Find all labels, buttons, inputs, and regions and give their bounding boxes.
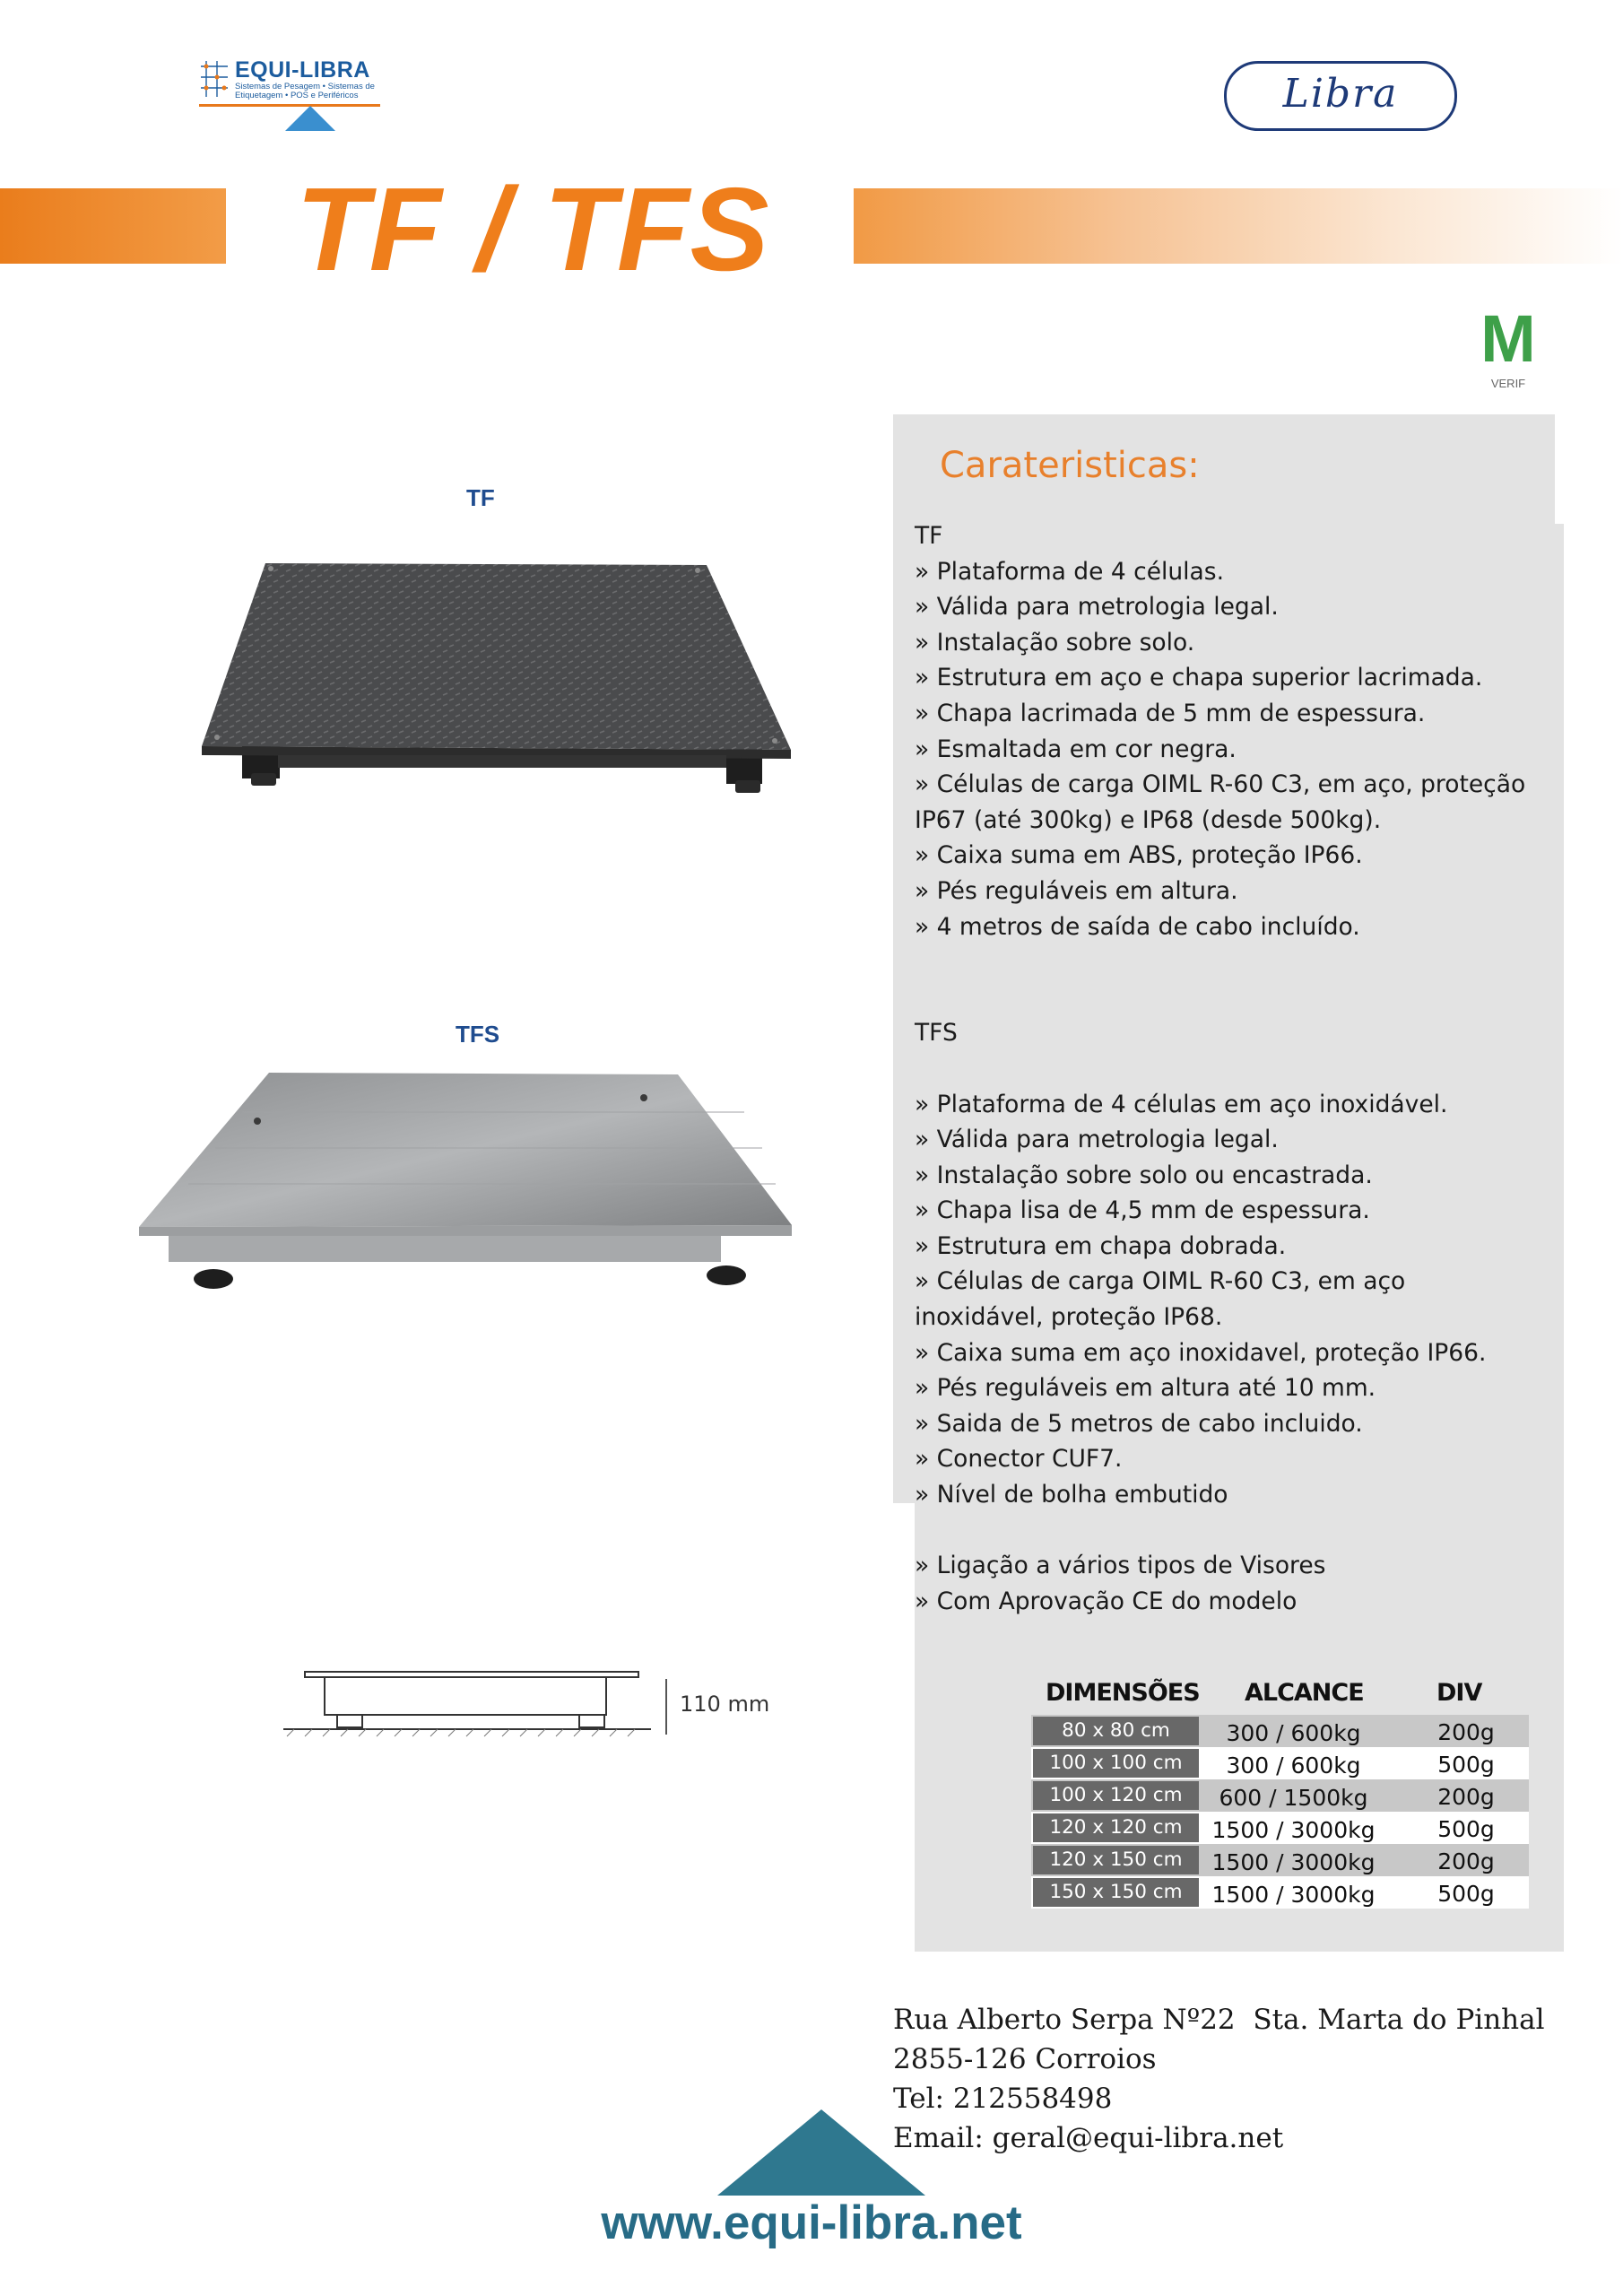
feature-line: » Caixa suma em ABS, proteção IP66. — [915, 841, 1363, 870]
brand-tagline: Sistemas de Pesagem • Sistemas de Etiquetagem • POS e Periféricos — [235, 82, 375, 100]
division-cell: 200g — [1437, 1719, 1495, 1745]
specs-table — [1031, 1675, 1529, 1909]
range-cell: 300 / 600kg — [1226, 1752, 1361, 1779]
feature-line: » Esmaltada em cor negra. — [915, 735, 1237, 763]
feature-line: TF — [915, 522, 943, 550]
range-cell: 600 / 1500kg — [1219, 1785, 1368, 1811]
feature-line: » Instalação sobre solo ou encastrada. — [915, 1161, 1373, 1189]
address-block — [893, 2000, 1545, 2158]
table-row — [1031, 1812, 1529, 1844]
feature-line: » Conector CUF7. — [915, 1445, 1123, 1474]
feature-line: » Nível de bolha embutido — [915, 1481, 1228, 1509]
dimension-cell: 120 x 120 cm — [1033, 1813, 1199, 1842]
dimension-cell: 100 x 100 cm — [1033, 1749, 1199, 1778]
title-band-left — [0, 188, 226, 264]
metrology-m-mark: M — [1480, 301, 1536, 376]
feature-line: » Válida para metrologia legal. — [915, 1126, 1279, 1154]
feature-line: » Plataforma de 4 células em aço inoxidável. — [915, 1090, 1448, 1118]
feature-line: » Saida de 5 metros de cabo incluido. — [915, 1409, 1363, 1438]
feature-line — [915, 980, 1551, 1016]
table-row — [1031, 1779, 1529, 1812]
footer-triangle-icon — [717, 2109, 925, 2196]
division-cell: 500g — [1437, 1881, 1495, 1907]
address-line: Rua Alberto Serpa Nº22 Sta. Marta do Pinhal — [893, 2004, 1545, 2036]
division-cell: 200g — [1437, 1848, 1495, 1874]
title-band-right — [854, 188, 1623, 264]
feature-line: » Células de carga OIML R-60 C3, em aço — [915, 1267, 1406, 1296]
division-cell: 500g — [1437, 1816, 1495, 1842]
feature-line: » Células de carga OIML R-60 C3, em aço, proteção — [915, 770, 1526, 799]
division-cell: 200g — [1437, 1784, 1495, 1810]
feature-line: » Ligação a vários tipos de Visores — [915, 1552, 1326, 1580]
equi-libra-logo — [199, 56, 387, 129]
brand-triangle-icon — [285, 106, 335, 131]
feature-line: » Instalação sobre solo. — [915, 628, 1195, 657]
range-cell: 1500 / 3000kg — [1211, 1882, 1376, 1908]
height-dimension-label: 110 mm — [680, 1692, 770, 1717]
address-line: Tel: 212558498 — [893, 2083, 1113, 2115]
range-cell: 1500 / 3000kg — [1211, 1849, 1376, 1875]
feature-line — [915, 1051, 1551, 1087]
feature-line: » Chapa lacrimada de 5 mm de espessura. — [915, 699, 1426, 727]
feature-line: » Estrutura em aço e chapa superior lacrimada. — [915, 664, 1483, 692]
table-row — [1031, 1844, 1529, 1876]
address-line[interactable]: Email: geral@equi-libra.net — [893, 2122, 1284, 2154]
feature-line: » Plataforma de 4 células. — [915, 557, 1224, 586]
feature-line: » Caixa suma em aço inoxidavel, proteção IP66. — [915, 1338, 1487, 1367]
page-title: TF / TFS — [296, 163, 770, 295]
range-cell: 300 / 600kg — [1226, 1720, 1361, 1746]
specs-table-header — [1031, 1675, 1529, 1715]
platform-height-diagram — [283, 1670, 651, 1760]
feature-line — [915, 944, 1551, 980]
dimension-line — [665, 1679, 667, 1735]
libra-wordmark: Libra — [1282, 71, 1399, 117]
tf-caption: TF — [466, 484, 495, 511]
feature-line: » Pés reguláveis em altura até 10 mm. — [915, 1374, 1376, 1403]
features-list — [915, 518, 1551, 1619]
dimension-cell: 120 x 150 cm — [1033, 1846, 1199, 1874]
tfs-platform-image — [135, 1058, 798, 1300]
metrology-verif-caption: VERIF — [1490, 377, 1526, 390]
feature-line: TFS — [915, 1019, 958, 1048]
feature-line — [915, 1513, 1551, 1549]
feature-line: » Estrutura em chapa dobrada. — [915, 1231, 1287, 1260]
header-dimensoes: DIMENSÕES — [1046, 1679, 1200, 1707]
specs-table-body — [1031, 1715, 1529, 1909]
header-alcance: ALCANCE — [1245, 1679, 1364, 1707]
feature-line: » Com Aprovação CE do modelo — [915, 1587, 1298, 1615]
feature-line: » Pés reguláveis em altura. — [915, 876, 1238, 905]
dimension-cell: 100 x 120 cm — [1033, 1781, 1199, 1810]
dimension-cell: 80 x 80 cm — [1033, 1717, 1199, 1745]
feature-line: » 4 metros de saída de cabo incluído. — [915, 912, 1360, 941]
feature-line: inoxidável, proteção IP68. — [915, 1303, 1223, 1332]
table-row — [1031, 1747, 1529, 1779]
dimension-cell: 150 x 150 cm — [1033, 1878, 1199, 1907]
tfs-caption: TFS — [456, 1021, 500, 1048]
range-cell: 1500 / 3000kg — [1211, 1817, 1376, 1843]
table-row — [1031, 1876, 1529, 1909]
features-heading: Carateristicas: — [940, 445, 1200, 486]
table-row — [1031, 1715, 1529, 1747]
feature-line: » Chapa lisa de 4,5 mm de espessura. — [915, 1196, 1370, 1225]
libra-logo — [1224, 61, 1457, 131]
address-line: 2855-126 Corroios — [893, 2043, 1157, 2075]
feature-line: » Válida para metrologia legal. — [915, 593, 1279, 622]
brand-name: EQUI-LIBRA — [235, 57, 370, 83]
website-link[interactable]: www.equi-libra.net — [601, 2196, 1022, 2249]
grid-logo-icon — [199, 61, 230, 100]
tf-platform-image — [135, 547, 798, 816]
division-cell: 500g — [1437, 1752, 1495, 1778]
header-div: DIV — [1436, 1679, 1482, 1707]
feature-line: IP67 (até 300kg) e IP68 (desde 500kg). — [915, 805, 1382, 834]
